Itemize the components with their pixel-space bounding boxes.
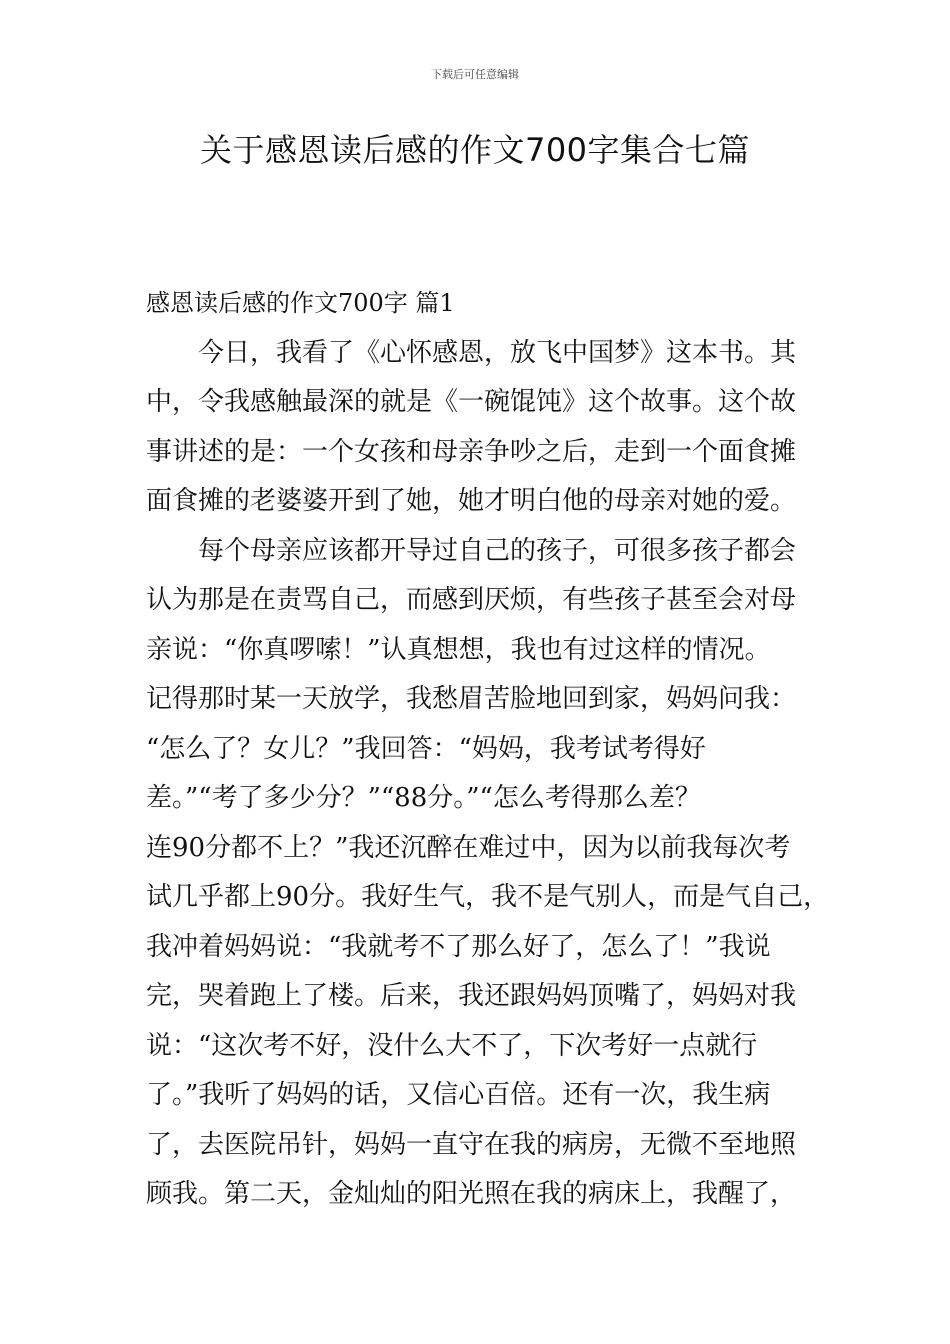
body-line: 了，去医院吊针，妈妈一直守在我的病房，无微不至地照 <box>146 1129 797 1160</box>
body-line: 连90分都不上？”我还沉醉在难过中，因为以前我每次考 <box>146 832 791 863</box>
section-heading: 感恩读后感的作文700字 篇1 <box>146 289 455 317</box>
body-line: 每个母亲应该都开导过自己的孩子，可很多孩子都会 <box>146 535 797 566</box>
body-line: 事讲述的是：一个女孩和母亲争吵之后，走到一个面食摊 <box>146 436 797 467</box>
body-line: 顾我。第二天，金灿灿的阳光照在我的病床上，我醒了， <box>146 1179 797 1209</box>
body-line: “怎么了？女儿？”我回答：“妈妈，我考试考得好 <box>146 733 706 764</box>
document-title: 关于感恩读后感的作文700字集合七篇 <box>199 131 751 169</box>
body-line: 亲说：“你真啰嗦！”认真想想，我也有过这样的情况。 <box>146 634 771 665</box>
body-line: 记得那时某一天放学，我愁眉苦脸地回到家，妈妈问我： <box>146 684 797 714</box>
body-line: 试几乎都上90分。我好生气，我不是气别人，而是气自己， <box>146 882 830 912</box>
header-note: 下载后可任意编辑 <box>431 68 519 81</box>
body-line: 了。”我听了妈妈的话，又信心百倍。还有一次，我生病 <box>146 1080 771 1110</box>
document-body <box>146 279 830 1220</box>
body-line: 今日，我看了《心怀感恩，放飞中国梦》这本书。其 <box>146 337 797 368</box>
body-line: 认为那是在责骂自己，而感到厌烦，有些孩子甚至会对母 <box>146 585 797 615</box>
body-line: 完，哭着跑上了楼。后来，我还跟妈妈顶嘴了，妈妈对我 <box>146 981 797 1011</box>
body-line: 差。”“考了多少分？”“88分。”“怎么考得那么差？ <box>146 783 701 813</box>
body-line: 面食摊的老婆婆开到了她，她才明白他的母亲对她的爱。 <box>146 486 797 516</box>
body-line: 中，令我感触最深的就是《一碗馄饨》这个故事。这个故 <box>146 387 797 417</box>
body-line: 我冲着妈妈说：“我就考不了那么好了，怎么了！”我说 <box>146 931 771 962</box>
body-line: 说：“这次考不好，没什么大不了，下次考好一点就行 <box>146 1030 758 1061</box>
